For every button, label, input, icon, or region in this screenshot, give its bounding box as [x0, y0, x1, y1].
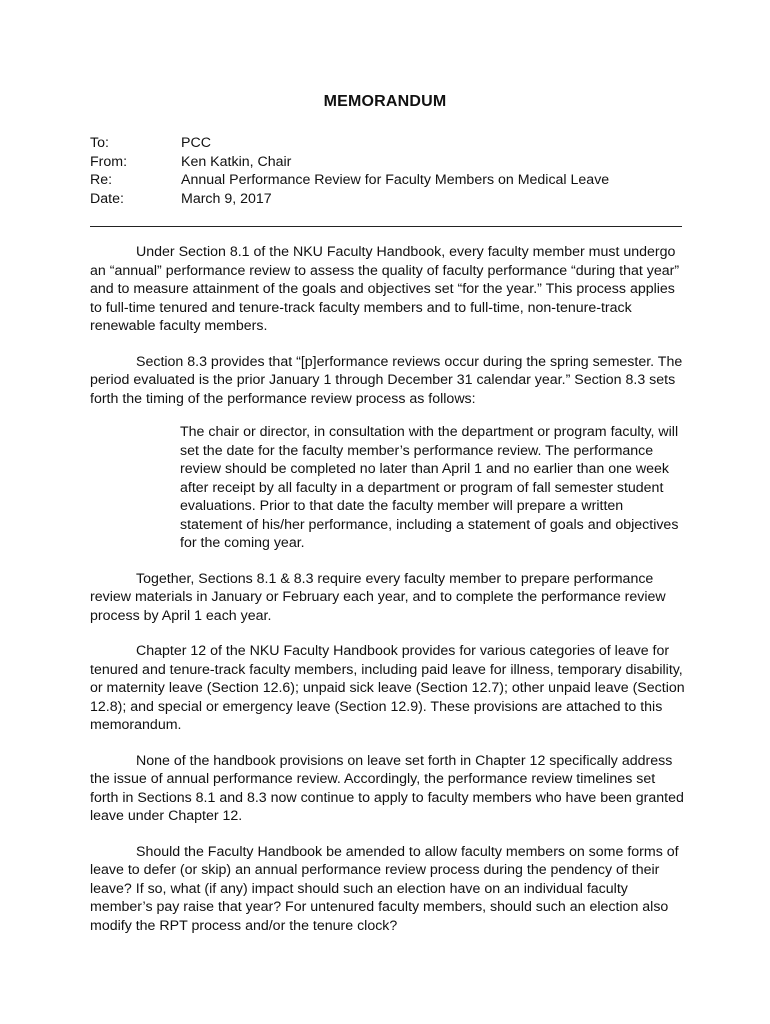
- header-row-re: [90, 171, 690, 190]
- header-value: Annual Performance Review for Faculty Members on Medical Leave: [181, 172, 610, 189]
- header-row-to: [90, 134, 690, 153]
- body-paragraph: Chapter 12 of the NKU Faculty Handbook provides for various categories of leave for tenured and tenure-track faculty members, including paid leave for illness, temporary disability, or maternity leave (Section 12.6); unpaid sick leave (Section 12.7); other unpaid leave (Section 12.8); and special or emergency leave (Section 12.9). These provisions are attached to this memorandum.: [90, 643, 685, 733]
- header-value: PCC: [181, 135, 211, 151]
- body-paragraph: Under Section 8.1 of the NKU Faculty Handbook, every faculty member must undergo an “annual” performance review to assess the quality of faculty performance “during that year” and to measure attainment of the goals and objectives set “for the year.” This process applies to full-time tenured and tenure-track faculty members and to full-time, non-tenure-track renewable faculty members.: [90, 244, 680, 334]
- header-row-date: [90, 190, 690, 209]
- body-paragraph: None of the handbook provisions on leave set forth in Chapter 12 specifically address the issue of annual performance review. Accordingly, the performance review timelines set forth in Sections 8.1 and 8.3 now continue to apply to faculty members who have been granted leave under Chapter 12.: [90, 752, 684, 824]
- header-label: From:: [90, 153, 128, 170]
- header-label: Re:: [90, 172, 113, 189]
- body-paragraph: Should the Faculty Handbook be amended to allow faculty members on some forms of leave to defer (or skip) an annual performance review process during the pendency of their leave? If so, what (if any) impact should such an election have on an individual faculty member’s pay raise that year? For untenured faculty members, should such an election also modify the RPT process and/or the tenure clock?: [90, 843, 679, 934]
- header-divider: [90, 226, 682, 227]
- header-row-from: [90, 153, 690, 172]
- header-value: March 9, 2017: [181, 190, 272, 207]
- quoted-block: The chair or director, in consultation with the department or program faculty, will set the date for the faculty member’s performance review. The performance review should be completed no later than April 1 and no earlier than one week after receipt by all faculty in a department or program of fall semester student evaluations. Prior to that date the faculty member will prepare a written statement of his/her performance, including a statement of goals and objectives for the coming year.: [180, 424, 679, 551]
- header-label: To:: [90, 135, 109, 151]
- body-paragraph: Section 8.3 provides that “[p]erformance reviews occur during the spring semester. The period evaluated is the prior January 1 through December 31 calendar year.” Section 8.3 sets forth the timing of the performance review process as follows:: [90, 353, 683, 407]
- memo-title: MEMORANDUM: [323, 93, 447, 110]
- memo-body: [90, 243, 686, 952]
- body-paragraph: Together, Sections 8.1 & 8.3 require every faculty member to prepare performance review materials in January or February each year, and to complete the performance review process by April 1 each year.: [90, 570, 666, 624]
- memo-header: [90, 134, 690, 208]
- header-value: Ken Katkin, Chair: [181, 153, 292, 170]
- header-label: Date:: [90, 190, 124, 207]
